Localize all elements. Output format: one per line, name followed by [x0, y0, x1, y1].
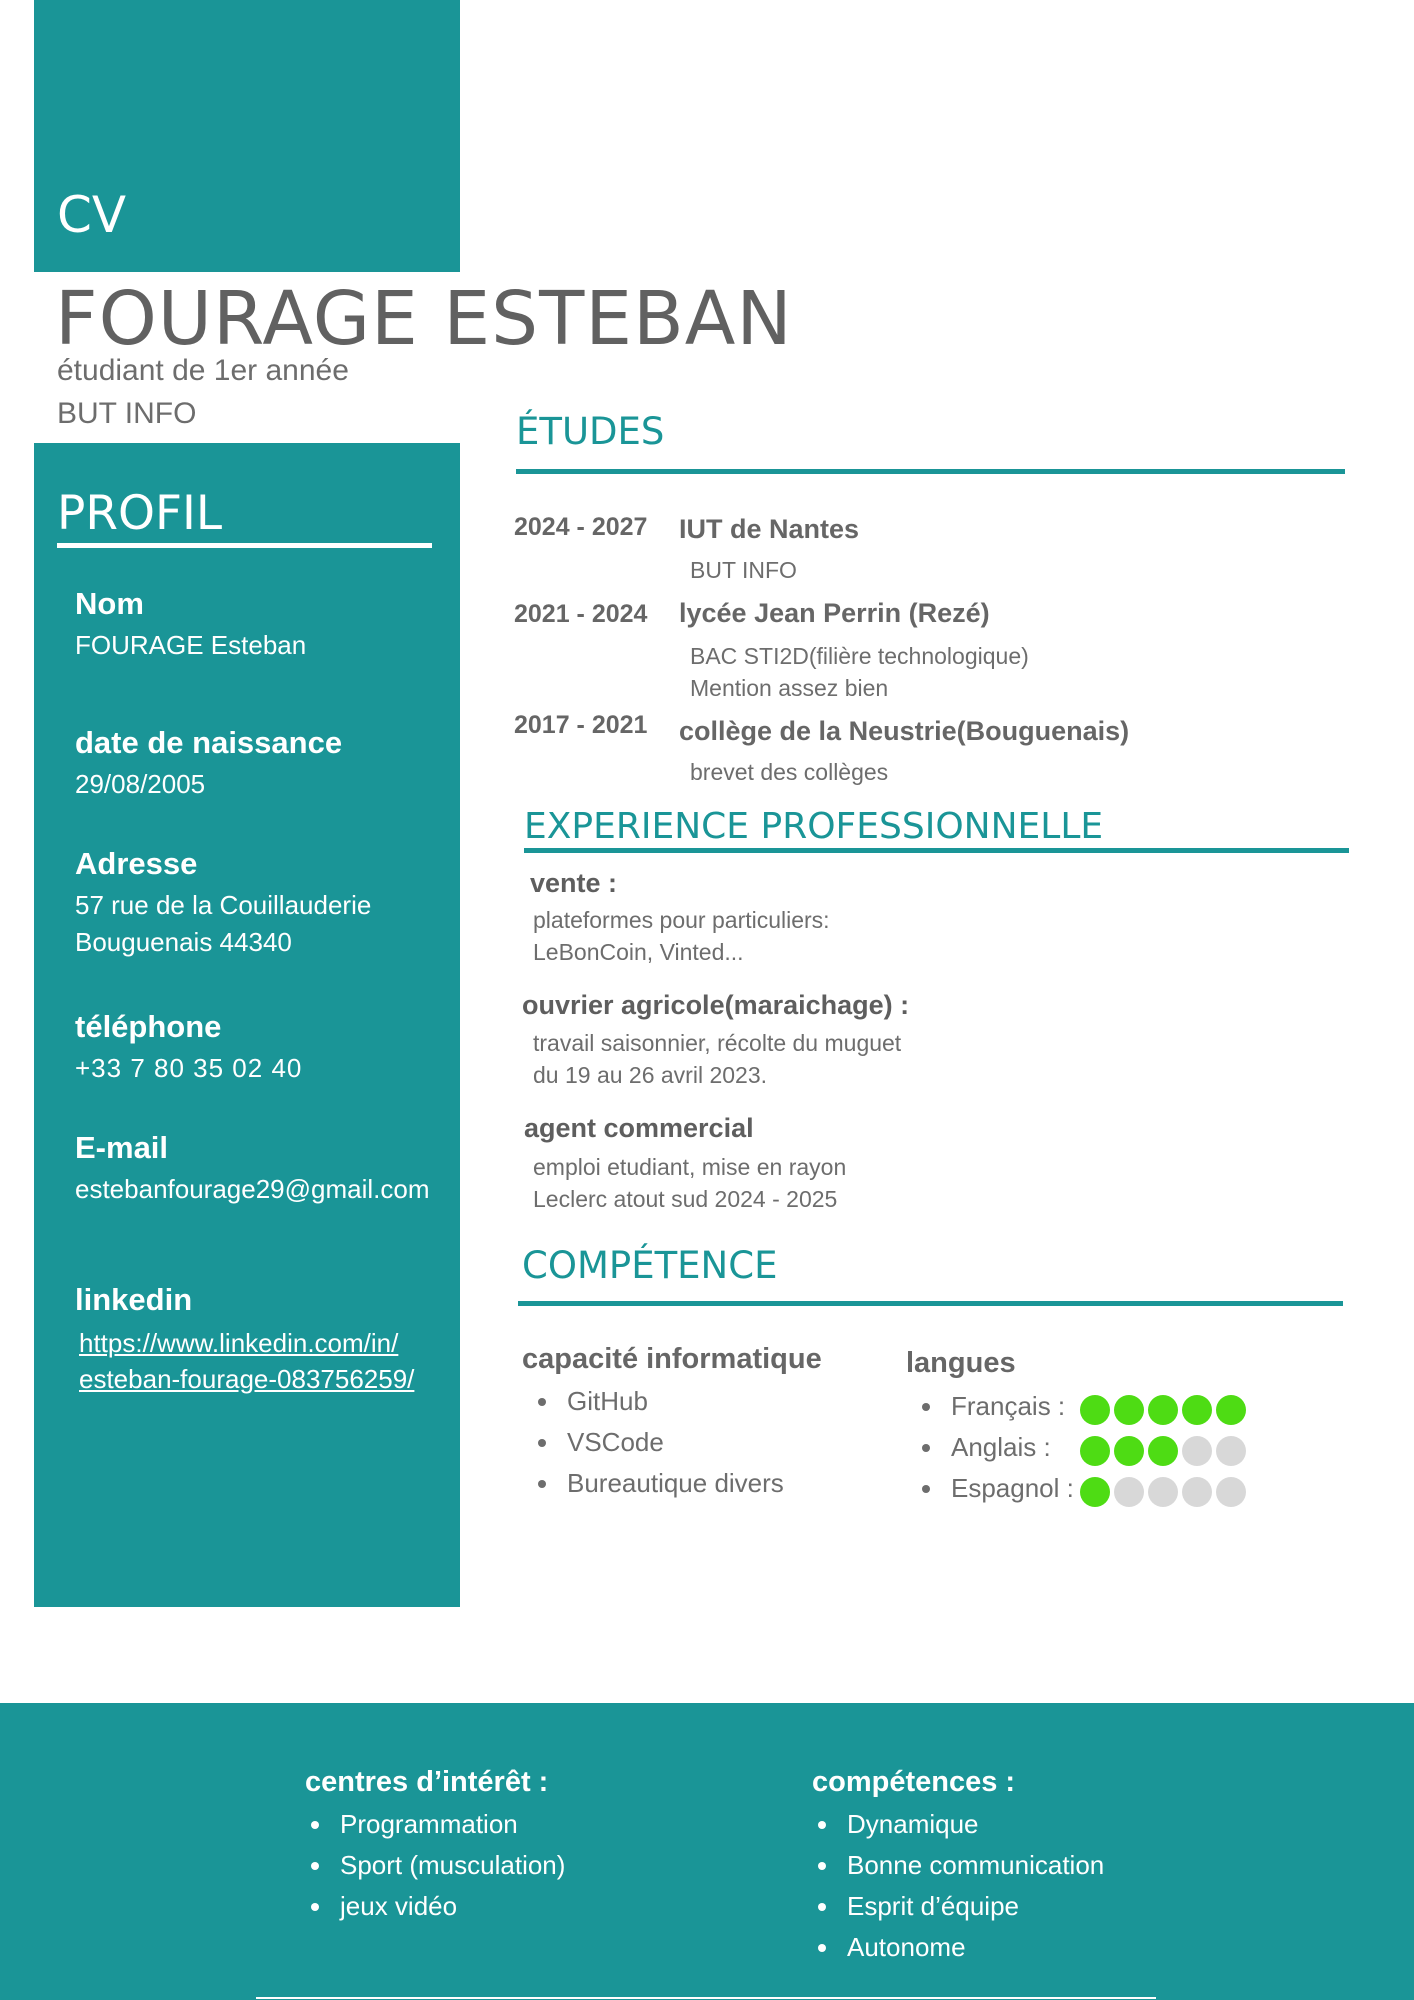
experience-divider — [524, 848, 1349, 853]
rating-dot-empty — [1182, 1477, 1212, 1507]
etudes-school: lycée Jean Perrin (Rezé) — [679, 598, 990, 628]
list-item: VSCode — [532, 1422, 784, 1463]
rating-dot-filled — [1148, 1395, 1178, 1425]
phone-value: +33 7 80 35 02 40 — [75, 1053, 303, 1083]
etudes-title: ÉTUDES — [516, 410, 665, 453]
list-item: Autonome — [812, 1927, 1104, 1968]
language-label: Français : — [951, 1391, 1066, 1421]
soft-skills-title: compétences : — [812, 1766, 1016, 1798]
rating-dot-empty — [1182, 1436, 1212, 1466]
address-label: Adresse — [75, 846, 198, 881]
rating-dot-empty — [1114, 1477, 1144, 1507]
rating-dot-filled — [1114, 1395, 1144, 1425]
subtitle-line-1: étudiant de 1er année — [57, 354, 349, 387]
nom-value: FOURAGE Esteban — [75, 630, 307, 660]
email-label: E-mail — [75, 1130, 169, 1165]
list-item: Dynamique — [812, 1804, 1104, 1845]
rating-dot-empty — [1148, 1477, 1178, 1507]
list-item: Programmation — [305, 1804, 565, 1845]
soft-skills-list — [812, 1804, 1104, 1968]
profile-divider — [57, 543, 432, 548]
rating-dot-filled — [1114, 1436, 1144, 1466]
profile-title: PROFIL — [57, 486, 223, 541]
etudes-detail: Mention assez bien — [690, 675, 889, 701]
phone-label: téléphone — [75, 1009, 222, 1044]
etudes-school: IUT de Nantes — [679, 514, 860, 544]
list-item: Bureautique divers — [532, 1463, 784, 1504]
language-rating — [1080, 1436, 1246, 1466]
list-item: Esprit d’équipe — [812, 1886, 1104, 1927]
linkedin-link-line-2[interactable]: esteban-fourage-083756259/ — [79, 1364, 415, 1394]
language-rating — [1080, 1477, 1246, 1507]
birthdate-value: 29/08/2005 — [75, 769, 206, 799]
rating-dot-empty — [1216, 1436, 1246, 1466]
language-label: Espagnol : — [951, 1473, 1074, 1503]
experience-item-title: agent commercial — [524, 1113, 754, 1143]
cv-label: CV — [57, 186, 127, 244]
competence-title: COMPÉTENCE — [522, 1244, 778, 1287]
rating-dot-filled — [1148, 1436, 1178, 1466]
etudes-divider — [516, 469, 1345, 474]
language-label: Anglais : — [951, 1432, 1051, 1462]
experience-title: EXPERIENCE PROFESSIONNELLE — [524, 806, 1104, 847]
address-line-1: 57 rue de la Couillauderie — [75, 890, 372, 920]
rating-dot-filled — [1080, 1477, 1110, 1507]
list-item: Sport (musculation) — [305, 1845, 565, 1886]
birthdate-label: date de naissance — [75, 725, 343, 760]
it-skills-title: capacité informatique — [522, 1343, 822, 1375]
subtitle-line-2: BUT INFO — [57, 397, 197, 430]
experience-item-desc: travail saisonnier, récolte du muguet — [533, 1030, 902, 1056]
etudes-detail: BUT INFO — [690, 557, 797, 583]
experience-item-title: ouvrier agricole(maraichage) : — [522, 990, 910, 1020]
footer-panel — [0, 1703, 1414, 2000]
email-value: estebanfourage29@gmail.com — [75, 1174, 430, 1204]
experience-item-title: vente : — [530, 868, 618, 898]
etudes-years: 2024 - 2027 — [514, 513, 648, 541]
language-rating — [1080, 1395, 1246, 1425]
rating-dot-filled — [1216, 1395, 1246, 1425]
list-item: GitHub — [532, 1381, 784, 1422]
footer-divider — [256, 1997, 1156, 1999]
interests-list — [305, 1804, 565, 1927]
list-item: jeux vidéo — [305, 1886, 565, 1927]
interests-title: centres d’intérêt : — [305, 1766, 549, 1798]
full-name: FOURAGE ESTEBAN — [55, 276, 793, 362]
languages-title: langues — [906, 1347, 1016, 1379]
list-item: Bonne communication — [812, 1845, 1104, 1886]
it-skills-list — [532, 1381, 784, 1504]
rating-dot-empty — [1216, 1477, 1246, 1507]
linkedin-label: linkedin — [75, 1282, 193, 1317]
experience-item-desc: Leclerc atout sud 2024 - 2025 — [533, 1186, 838, 1212]
experience-item-desc: LeBonCoin, Vinted... — [533, 939, 744, 965]
rating-dot-filled — [1080, 1436, 1110, 1466]
etudes-years: 2017 - 2021 — [514, 711, 648, 739]
etudes-detail: brevet des collèges — [690, 759, 889, 785]
etudes-school: collège de la Neustrie(Bouguenais) — [679, 716, 1130, 746]
experience-item-desc: plateformes pour particuliers: — [533, 907, 830, 933]
address-line-2: Bouguenais 44340 — [75, 927, 292, 957]
nom-label: Nom — [75, 586, 144, 621]
etudes-detail: BAC STI2D(filière technologique) — [690, 643, 1029, 669]
experience-item-desc: emploi etudiant, mise en rayon — [533, 1154, 847, 1180]
experience-item-desc: du 19 au 26 avril 2023. — [533, 1062, 768, 1088]
etudes-years: 2021 - 2024 — [514, 600, 648, 628]
competence-divider — [518, 1301, 1343, 1306]
rating-dot-filled — [1182, 1395, 1212, 1425]
linkedin-link-line-1[interactable]: https://www.linkedin.com/in/ — [79, 1328, 399, 1358]
rating-dot-filled — [1080, 1395, 1110, 1425]
